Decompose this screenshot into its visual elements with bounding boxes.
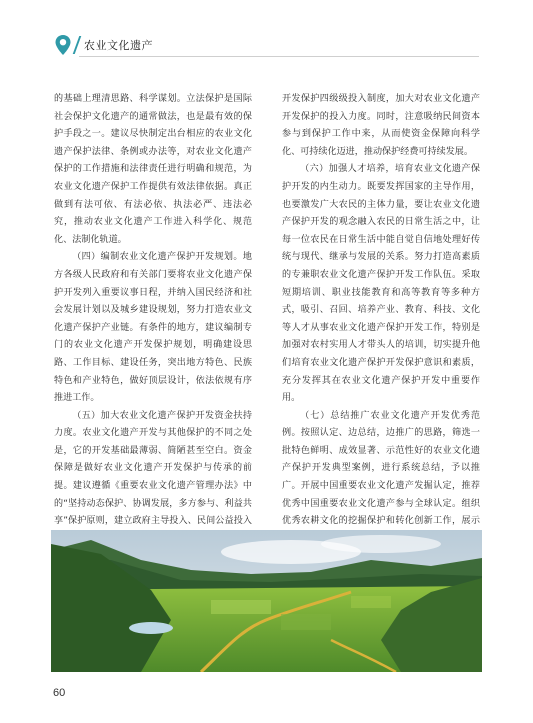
header-rule [79,56,479,57]
landscape-photo [51,530,482,672]
left-text-column [54,91,252,601]
paragraph: 的基础上理清思路、科学谋划。立法保护是国际社会保护文化遗产的通常做法，也是最有效的保护手段之一。建议尽快制定出台相应的农业文化遗产保护法律、条例或办法等，对农业文化遗产保护的工作措施和法律责任进行明确和规范，为农业文化遗产保护工作提供有效法律依据。真正做到有法可依、有法必依、执法必严、违法必究，推动农业文化遗产工作进入科学化、规范化、法制化轨道。 [54,94,252,245]
paragraph: （六）加强人才培养，培育农业文化遗产保护开发的内生动力。既要发挥国家的主导作用，也要激发广大农民的主体力量，要让农业文化遗产保护开发的观念融入农民的日常生活之中，让每一位农民在日常生活中能自觉自信地处理好传统与现代、继承与发展的关系。努力打造高素质的专兼职农业文化遗产保护开发工作队伍。采取短期培训、职业技能教育和高等教育等多种方式，吸引、召回、培养产业、教育、科技、文化等人才从事农业文化遗产保护开发工作，特别是加强对农村实用人才带头人的培训，切实提升他们培育农业文化遗产保护开发保护意识和素质，充分发挥其在农业文化遗产保护开发中重要作用。 [282,164,480,404]
landscape-illustration [51,530,482,672]
paragraph: （七）总结推广农业文化遗产开发优秀范例。按照认定、边总结，边推广的思路，筛选一批特色鲜明、成效显著、示范性好的农业文化遗产保护开发典型案例，进行系统总结，予以推广。开展中国重要农业文化遗产发掘认定，推荐优秀中国重要农业文化遗产参与全球认定。组织优秀农耕文化的挖掘保护和转化创新工作，展示 [282,410,480,527]
paragraph: （四）编制农业文化遗产保护开发规划。地方各级人民政府和有关部门要将农业文化遗产保护开发列入重要议事日程，并纳入国民经济和社会发展计划以及城乡建设规划，努力打造农业文化遗产保护产业链。有条件的地方，建议编制专门的农业文化遗产开发保护规划，明确建设思路、工作目标、建设任务，突出地方特色、民族特色和产业特色，做好顶层设计，依法依规有序推进工作。 [54,252,252,404]
section-title: 农业文化遗产 [84,39,153,52]
paragraph: （五）加大农业文化遗产保护开发资金扶持力度。农业文化遗产开发与其他保护的不同之处是，它的开发基础最薄弱、简陋甚至空白。资金保障是做好农业文化遗产开发保护与传承的前提。建议遵循《重要农业文化遗产管理办法》中的“坚持动态保护、协调发展，多方参与、利益共享”保护原则，建立政府主导投入、民间公益投入 [54,410,252,527]
page-number: 60 [53,687,66,699]
right-text-column [282,91,480,548]
header-divider [73,36,82,54]
page-header [54,34,153,56]
location-pin-icon [54,34,72,56]
paragraph: 开发保护四级级投入制度，加大对农业文化遗产开发保护的投入力度。同时，注意吸纳民间资本参与到保护工作中来，从而使资金保障向科学化、可持续化迈进，推动保护经费可持续发展。 [282,94,480,157]
